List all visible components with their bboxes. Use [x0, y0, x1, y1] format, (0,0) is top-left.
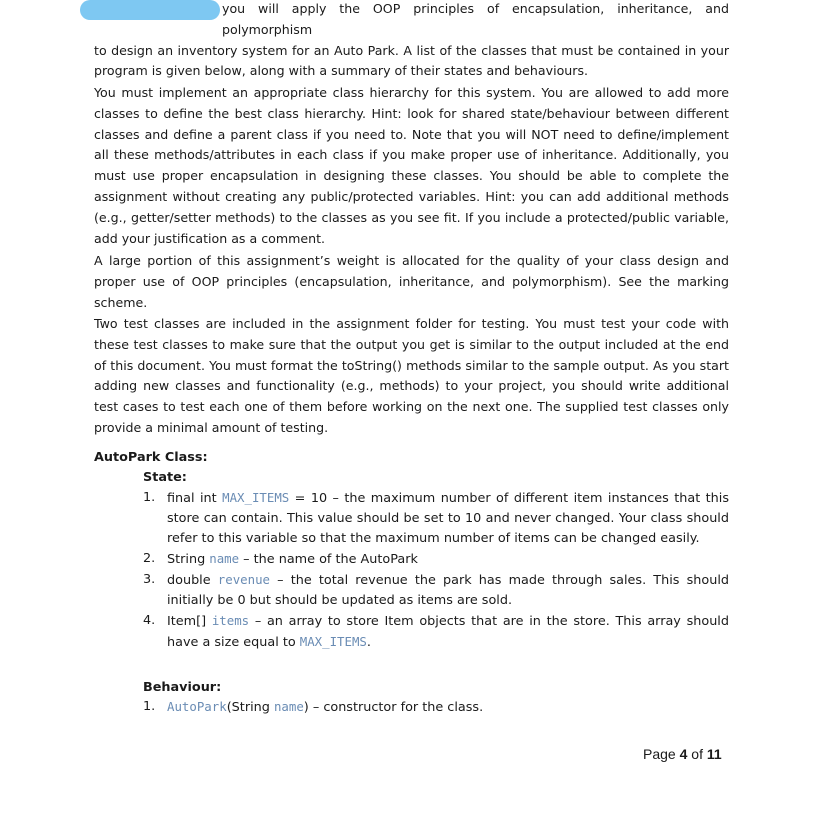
state-item-max-items [143, 488, 729, 549]
code-identifier: MAX_ITEMS [299, 634, 367, 649]
item-description: = 10 – the maximum number of different item instances that this store can contain. This value should be set to 10 and never changed. Your class should refer to this variable so that the maximum number of items can be changed easily. [167, 491, 730, 546]
weight-paragraph: A large portion of this assignment’s weight is allocated for the quality of your class design and proper use of OOP principles (encapsulation, inheritance, and polymorphism). See the marking scheme. [94, 253, 729, 310]
list-number: 4. [143, 613, 156, 628]
state-list [143, 488, 729, 653]
behaviour-list [143, 697, 729, 718]
page-label: Page [643, 746, 676, 762]
state-heading: State: [143, 470, 187, 485]
item-description: ) – constructor for the class. [303, 700, 484, 715]
autopark-class-heading: AutoPark Class: [94, 450, 208, 465]
code-identifier: AutoPark [167, 699, 227, 714]
behaviour-item-constructor [143, 697, 729, 718]
behaviour-heading: Behaviour: [143, 680, 222, 695]
item-description: – the name of the AutoPark [239, 552, 418, 567]
item-description: – the total revenue the park has made through sales. This should initially be 0 but should be updated as items are sold. [167, 573, 729, 608]
code-identifier: items [211, 613, 250, 628]
item-description: – an array to store Item objects that are in the store. This array should have a size equal to [167, 614, 729, 650]
item-params: (String [226, 700, 274, 715]
intro-first-line: you will apply the OOP principles of encapsulation, inheritance, and polymorphism [222, 1, 729, 37]
item-suffix: . [366, 635, 371, 650]
list-number: 1. [143, 699, 156, 714]
code-identifier: revenue [217, 572, 270, 587]
class-hierarchy-paragraph: You must implement an appropriate class hierarchy for this system. You are allowed to add more classes to define the best class hierarchy. Hint: look for shared state/behaviour between different classes and define a parent class if you need to. Note that you will NOT need to define/implement all these methods/attributes in each class if you make proper use of inheritance. Additionally, you must use proper encapsulation in designing these classes. You should be able to complete the assignment without creating any public/protected variables. Hint: you can add additional methods (e.g., getter/setter methods) to the classes as you see fit. If you include a protected/public variable, add your justification as a comment. [94, 85, 729, 246]
page-of-label: of [691, 746, 703, 762]
state-item-items [143, 611, 729, 653]
list-number: 1. [143, 490, 156, 505]
item-prefix: final int [167, 491, 223, 506]
item-prefix: String [167, 552, 210, 567]
intro-rest: to design an inventory system for an Auto Park. A list of the classes that must be contained in your program is given below, along with a summary of their states and behaviours. [94, 42, 729, 79]
item-prefix: double [167, 573, 218, 588]
page-footer [643, 744, 722, 764]
code-identifier: name [273, 699, 304, 714]
page-number: 4 [679, 746, 688, 762]
state-item-revenue [143, 570, 729, 611]
code-identifier: MAX_ITEMS [222, 490, 290, 505]
testing-paragraph: Two test classes are included in the assignment folder for testing. You must test your code with these test classes to make sure that the output you get is similar to the output included at the end of this document. You must format the toString() methods similar to the sample output. As you start adding new classes and functionality (e.g., methods) to your project, you should write additional test cases to test each one of them before working on the next one. The supplied test classes only provide a minimal amount of testing. [94, 316, 729, 435]
state-item-name [143, 549, 729, 570]
code-identifier: name [209, 551, 240, 566]
list-number: 2. [143, 551, 156, 566]
list-number: 3. [143, 572, 156, 587]
item-prefix: Item[] [167, 614, 212, 629]
page-total: 11 [706, 746, 722, 762]
intro-paragraph [94, 0, 729, 82]
